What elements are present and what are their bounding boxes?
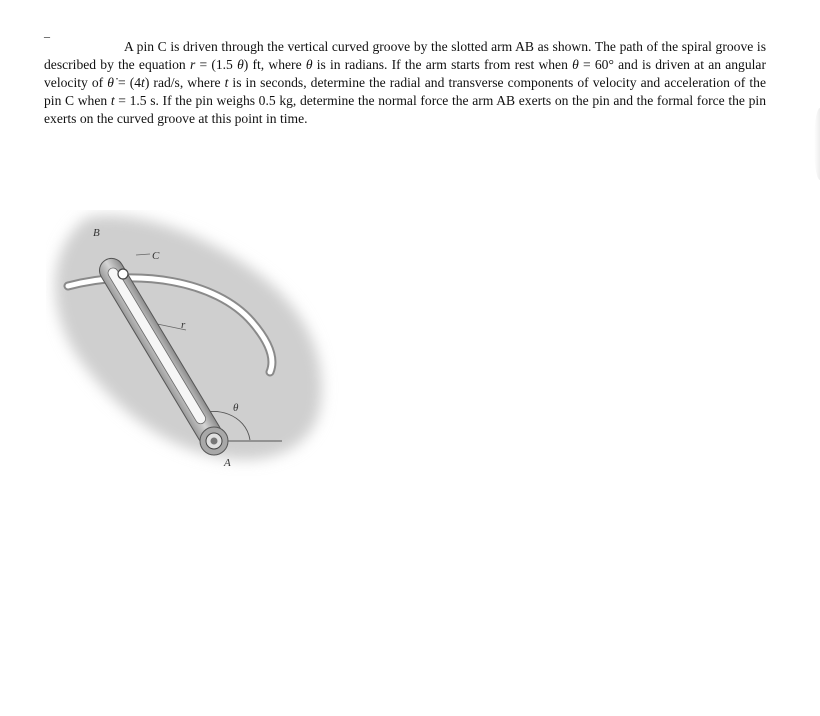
text-segment: = (1.5 xyxy=(195,56,238,72)
text-segment: = 1.5 s. If the pin weighs 0.5 kg, determine the normal force the arm AB exerts on the pin and the formal force the pin exerts on the curved groove at this point in time. xyxy=(44,93,766,127)
text-segment: = (4 xyxy=(113,75,142,90)
problem-statement xyxy=(44,38,766,129)
background-shadow xyxy=(55,215,321,459)
text-segment: is in seconds, determine the radial and transverse components of velocity and acceleration of the pin C when xyxy=(44,75,766,109)
text-segment: ) rad/s, where xyxy=(144,75,225,90)
t-variable: t xyxy=(224,75,229,90)
mechanism-figure xyxy=(46,210,346,480)
text-segment: = 60° and is driven at an angular velocity of xyxy=(44,56,766,90)
text-segment: is in radians. If the arm starts from rest when xyxy=(312,56,573,72)
theta-symbol: θ xyxy=(305,56,313,72)
label-theta: θ xyxy=(233,402,239,414)
page-edge-shadow xyxy=(814,108,820,180)
label-a: A xyxy=(224,457,231,469)
theta-symbol: θ xyxy=(572,56,579,72)
text-segment: A pin C is driven through the vertical curved groove by the slotted arm AB as shown. The path of the spiral groove is described by the equation xyxy=(44,38,766,72)
t-variable: t xyxy=(110,93,115,109)
theta-dot-symbol: θ̇ xyxy=(107,75,114,90)
theta-symbol: θ xyxy=(237,56,244,72)
pivot-a-center xyxy=(211,438,218,445)
label-c: C xyxy=(152,250,160,262)
t-variable: t xyxy=(141,75,145,90)
text-segment: ) ft, where xyxy=(243,56,306,72)
paragraph-marker: _ xyxy=(44,25,50,39)
r-variable: r xyxy=(189,56,196,72)
label-r: r xyxy=(181,319,186,331)
mechanism-diagram xyxy=(46,210,346,480)
pin-c xyxy=(118,269,128,279)
label-b: B xyxy=(93,227,100,239)
